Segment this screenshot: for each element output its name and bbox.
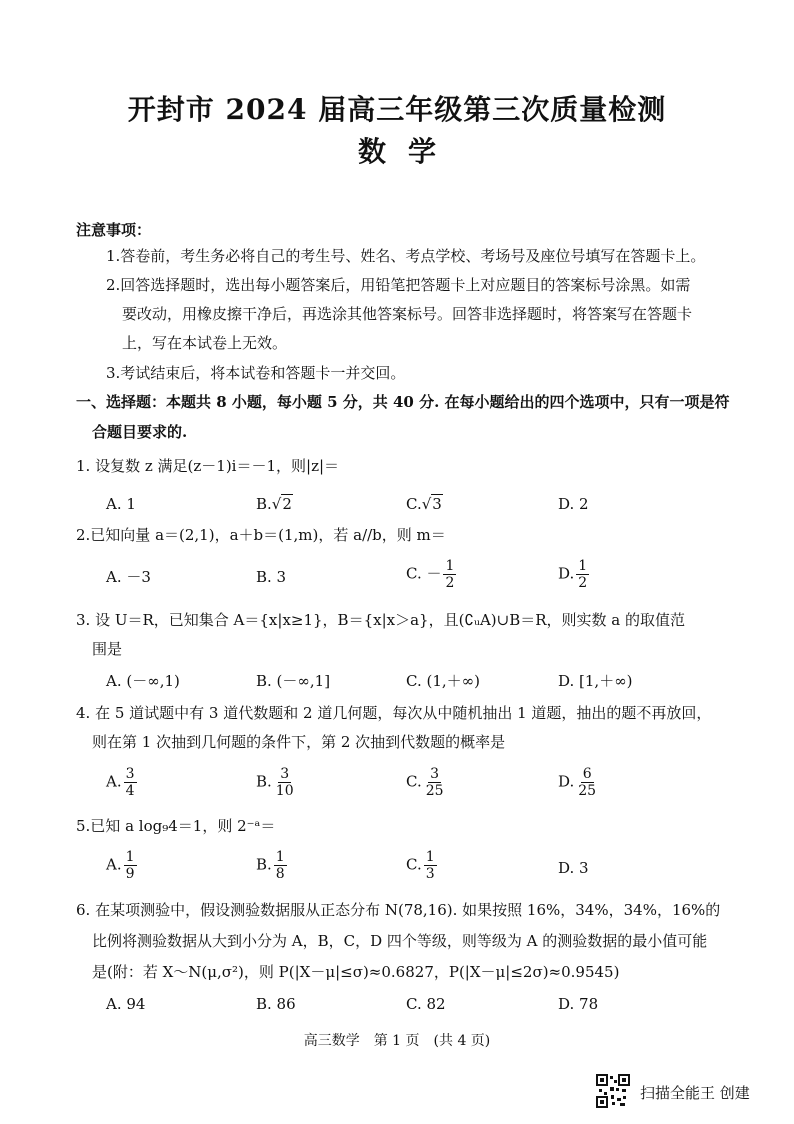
exam-title: 开封市 2024 届高三年级第三次质量检测 <box>127 93 667 126</box>
note-item-2-line-3: 上，写在本试卷上无效。 <box>122 334 288 352</box>
question-6-stem-line-1: 6. 在某项测验中，假设测验数据服从正态分布 N(78,16). 如果按照 16%，34%，34%，16%的 <box>76 901 721 919</box>
question-6-option-a: A. 94 <box>106 995 146 1013</box>
question-4-option-b: B. $\frac{3}{10}$ <box>256 766 294 799</box>
question-1-option-d: D. 2 <box>558 495 589 513</box>
question-4-stem-line-1: 4. 在 5 道试题中有 3 道代数题和 2 道几何题，每次从中随机抽出 1 道题，抽出的题不再放回， <box>76 704 712 722</box>
question-2-option-a: A. －3 <box>106 568 151 586</box>
notes-heading: 注意事项： <box>76 221 152 239</box>
scanner-watermark: 扫描全能王 创建 <box>640 1084 750 1102</box>
question-3-option-b: B. (－∞,1] <box>256 672 331 690</box>
question-6-stem-line-3: 是(附：若 X～N(μ,σ²)，则 P(|X－μ|≤σ)≈0.6827，P(|X－μ|≤2σ)≈0.9545) <box>92 963 620 981</box>
question-2-stem: 2.已知向量 a＝(2,1)，a＋b＝(1,m)，若 a//b，则 m＝ <box>76 526 446 544</box>
question-2-option-c: C. － $\frac{1}{2}$ <box>406 558 455 591</box>
question-6-option-b: B. 86 <box>256 995 296 1013</box>
question-5-option-d: D. 3 <box>558 859 589 877</box>
subject-title: 数学 <box>357 135 458 168</box>
page-footer: 高三数学 第 1 页 (共 4 页) <box>303 1033 491 1049</box>
question-4-stem-line-2: 则在第 1 次抽到几何题的条件下，第 2 次抽到代数题的概率是 <box>92 733 506 751</box>
question-5-stem: 5.已知 a log₉4＝1，则 2⁻ᵃ＝ <box>76 817 276 835</box>
question-1-stem: 1. 设复数 z 满足(z－1)i＝－1，则|z|＝ <box>76 457 340 475</box>
qr-code-icon <box>596 1074 630 1108</box>
question-1-option-a: A. 1 <box>106 495 136 513</box>
question-4-option-a: A. $\frac{3}{4}$ <box>106 766 135 799</box>
question-3-option-a: A. (－∞,1) <box>106 672 180 690</box>
section-1-heading-line-1: 一、选择题：本题共 8 小题，每小题 5 分，共 40 分. 在每小题给出的四个选项中，只有一项是符 <box>76 393 730 411</box>
note-item-1: 1.答卷前，考生务必将自己的考生号、姓名、考点学校、考场号及座位号填写在答题卡上。 <box>106 247 706 265</box>
question-3-option-c: C. (1,＋∞) <box>406 672 480 690</box>
note-item-2-line-1: 2.回答选择题时，选出每小题答案后，用铅笔把答题卡上对应题目的答案标号涂黑。如需 <box>106 276 691 294</box>
note-item-3: 3.考试结束后，将本试卷和答题卡一并交回。 <box>106 364 406 382</box>
question-3-stem-line-2: 围是 <box>92 640 123 658</box>
question-5-option-b: B. $\frac{1}{8}$ <box>256 849 285 882</box>
question-5-option-c: C. $\frac{1}{3}$ <box>406 849 435 882</box>
question-4-option-d: D. $\frac{6}{25}$ <box>558 766 597 799</box>
note-item-2-line-2: 要改动，用橡皮擦干净后，再选涂其他答案标号。回答非选择题时，将答案写在答题卡 <box>122 305 693 323</box>
question-6-stem-line-2: 比例将测验数据从大到小分为 A，B，C，D 四个等级，则等级为 A 的测验数据的最小值可能 <box>92 932 708 950</box>
question-3-stem-line-1: 3. 设 U＝R，已知集合 A＝{x|x≥1}，B＝{x|x＞a}，且(∁ᵤA)∪B＝R，则实数 a 的取值范 <box>76 611 686 629</box>
question-2-option-b: B. 3 <box>256 568 287 586</box>
section-1-heading-line-2: 合题目要求的. <box>92 423 188 441</box>
question-3-option-d: D. [1,＋∞) <box>558 672 633 690</box>
question-6-option-d: D. 78 <box>558 995 599 1013</box>
question-1-option-b: B.√2 <box>256 495 292 513</box>
question-1-option-c: C.√3 <box>406 495 442 513</box>
question-6-option-c: C. 82 <box>406 995 446 1013</box>
question-2-option-d: D. $\frac{1}{2}$ <box>558 558 588 591</box>
question-5-option-a: A. $\frac{1}{9}$ <box>106 849 135 882</box>
question-4-option-c: C. $\frac{3}{25}$ <box>406 766 444 799</box>
